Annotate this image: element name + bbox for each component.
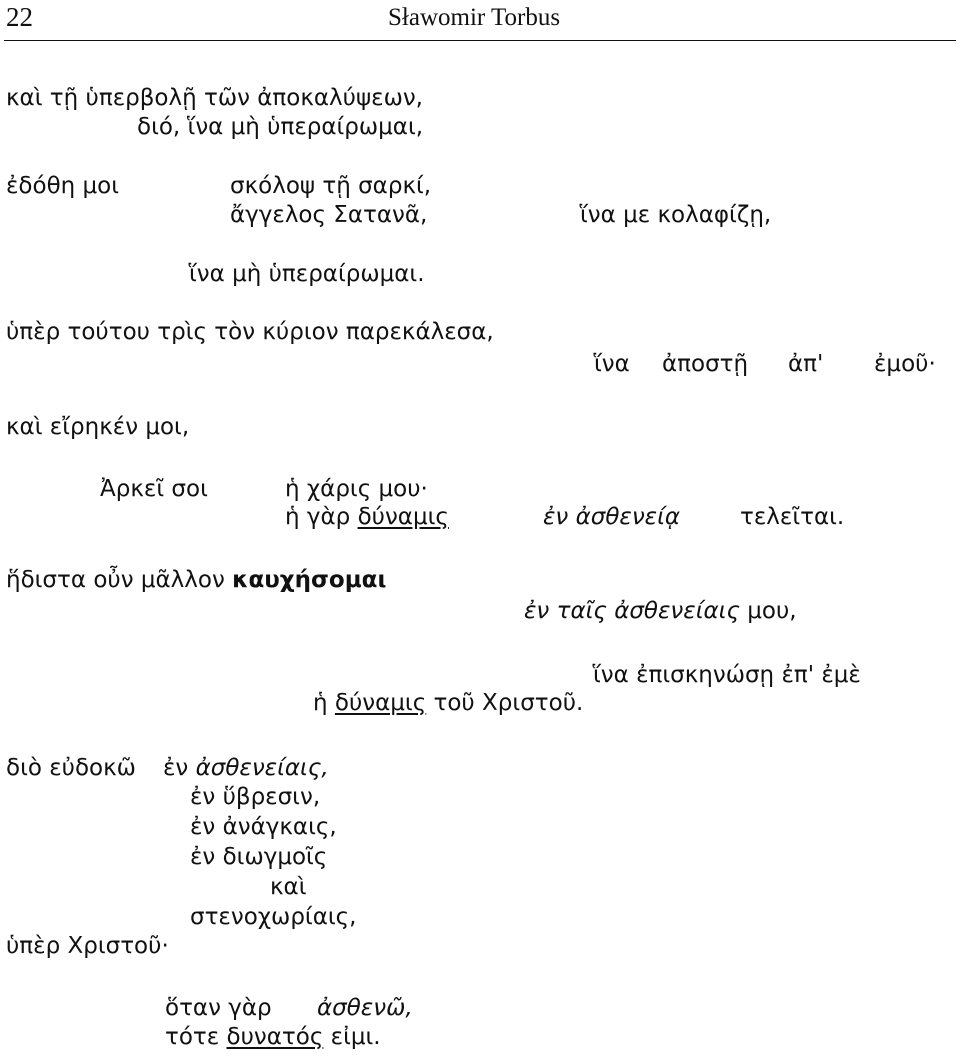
text-span: ἡ [313, 690, 328, 716]
text-line: ἄγγελος Σατανᾶ, [230, 202, 428, 228]
text-line: ἐν ὕβρεσιν, [190, 784, 321, 810]
text-line: καὶ [270, 874, 307, 900]
text-span: εἰμι. [330, 1024, 381, 1050]
header-rule [4, 40, 956, 41]
bold-word: καυχήσομαι [232, 567, 387, 593]
running-header-author: Sławomir Torbus [388, 4, 561, 31]
text-span: ἐν [163, 755, 189, 781]
text-span: τοῦ Χριστοῦ. [433, 690, 584, 716]
text-line: διό, ἵνα μὴ ὑπεραίρωμαι, [137, 114, 424, 140]
text-line: ἐν ἀνάγκαις, [190, 814, 337, 840]
text-line: ἀπ' [788, 351, 824, 377]
text-line [524, 597, 797, 625]
underlined-word: δυνατός [226, 1024, 324, 1050]
underlined-word: δύναμις [357, 504, 449, 530]
text-line: ὑπὲρ Χριστοῦ· [6, 933, 169, 959]
text-line: ἵνα με κολαφίζῃ, [580, 202, 772, 228]
italic-span: ἀσθενείαις, [195, 755, 329, 781]
text-line: ἐν διωγμοῖς [190, 844, 328, 870]
text-line: τελεῖται. [740, 504, 845, 530]
text-line: ὑπὲρ τούτου τρὶς τὸν κύριον παρεκάλεσα, [6, 319, 494, 345]
text-line: ἵνα ἐπισκηνώσῃ ἐπ' ἐμὲ [593, 662, 861, 688]
text-line: ὅταν γὰρ [165, 995, 272, 1021]
text-line: σκόλοψ τῇ σαρκί, [230, 173, 432, 199]
text-line: ἐδόθη μοι [6, 173, 120, 199]
text-line [6, 566, 386, 594]
text-line [163, 754, 329, 782]
text-span: ἥδιστα οὖν μᾶλλον [6, 567, 225, 593]
text-line: ἡ χάρις μου· [285, 476, 428, 502]
text-line: καὶ εἴρηκέν μοι, [6, 414, 190, 440]
text-span: ἡ γὰρ [285, 504, 351, 530]
text-line: ἐμοῦ· [874, 351, 936, 377]
text-line: διὸ εὐδοκῶ [6, 755, 136, 781]
text-line: ἵνα [594, 351, 630, 377]
italic-span: ταῖς ἀσθενείαις [556, 598, 740, 624]
text-line: στενοχωρίαις, [190, 904, 357, 930]
text-line: Ἀρκεῖ σοι [100, 476, 208, 502]
text-line [313, 689, 583, 717]
text-line: ἀποστῇ [662, 351, 749, 377]
page-number: 22 [6, 2, 33, 32]
text-line: καὶ τῇ ὑπερβολῇ τῶν ἀποκαλύψεων, [6, 85, 423, 111]
text-line: ἀσθενῶ, [317, 995, 413, 1021]
text-line: ἵνα μὴ ὑπεραίρωμαι. [189, 261, 425, 287]
text-span: τότε [165, 1024, 220, 1050]
text-line [165, 1023, 381, 1051]
underlined-word: δύναμις [334, 690, 427, 716]
text-line: ἐν ἀσθενείᾳ [543, 504, 681, 530]
text-line [285, 503, 449, 531]
text-span: ἐν [524, 598, 550, 624]
text-span: μου, [747, 598, 797, 624]
